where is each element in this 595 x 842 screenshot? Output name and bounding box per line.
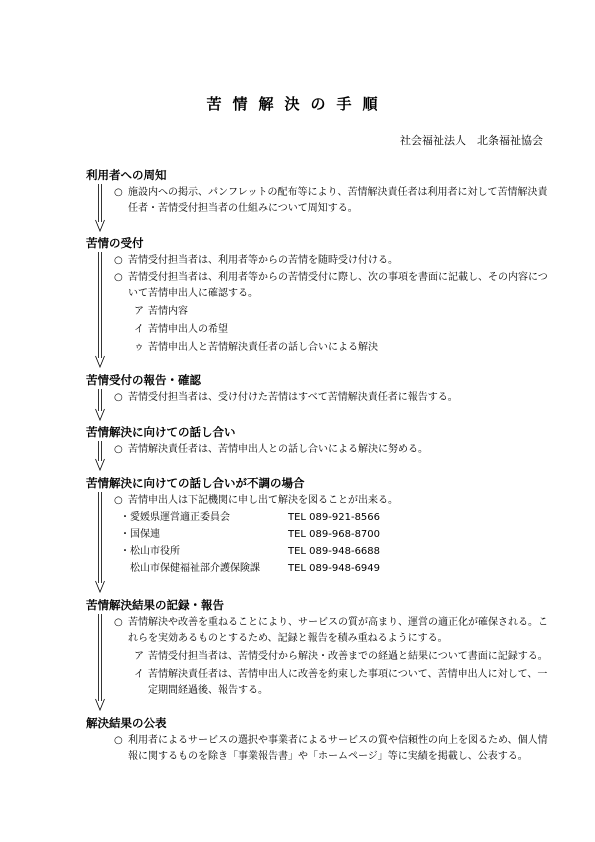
sub-item (86, 649, 556, 665)
circle-bullet: ○ (114, 617, 123, 628)
circle-bullet: ○ (114, 187, 123, 198)
contact-row (86, 527, 556, 543)
circle-bullet: ○ (114, 495, 123, 506)
section-heading: 苦情の受付 (86, 236, 144, 250)
list-item (86, 270, 556, 302)
sub-item (86, 322, 556, 338)
section-record-report (86, 596, 556, 699)
list-item (86, 615, 556, 647)
circle-bullet: ○ (114, 392, 123, 403)
section-publication (86, 714, 556, 765)
dot-bullet: ・ (120, 529, 130, 540)
list-item (86, 733, 556, 765)
list-item (86, 185, 556, 217)
contact-row (86, 561, 556, 577)
section-heading: 利用者への周知 (86, 168, 167, 182)
sub-item-text: 苦情解決責任者は、苦情申出人に改善を約束した事項について、苦情申出人に対して、一定期間経過後、報告する。 (148, 669, 548, 696)
contact-row (86, 510, 556, 526)
sub-item-text: 苦情申出人の希望 (148, 324, 228, 335)
section-discussion (86, 423, 556, 458)
contact-name: 松山市保健福祉部介護保険課 (130, 563, 260, 574)
sub-item-marker: イ (134, 324, 144, 335)
section-public-notice (86, 166, 556, 217)
section-heading: 苦情受付の報告・確認 (86, 373, 201, 387)
item-text: 施設内への掲示、パンフレットの配布等により、苦情解決責任者は利用者に対して苦情解決責任者・苦情受付担当者の仕組みについて周知する。 (128, 187, 548, 214)
sub-item (86, 667, 556, 699)
circle-bullet: ○ (114, 735, 123, 746)
sub-item-text: 苦情申出人と苦情解決責任者の話し合いによる解決 (148, 342, 378, 353)
circle-bullet: ○ (114, 272, 123, 283)
item-text: 苦情受付担当者は、利用者等からの苦情受付に際し、次の事項を書面に記載し、その内容について苦情申出人に確認する。 (128, 272, 548, 299)
sub-item-text: 苦情内容 (148, 306, 188, 317)
sub-item-text: 苦情受付担当者は、苦情受付から解決・改善までの経過と結果について書面に記録する。 (148, 651, 548, 662)
section-intake-report (86, 371, 556, 406)
item-text: 苦情受付担当者は、利用者等からの苦情を随時受け付ける。 (128, 255, 398, 266)
item-text: 苦情申出人は下記機関に申し出て解決を図ることが出来る。 (128, 495, 398, 506)
contact-name: 愛媛県運営適正委員会 (130, 512, 230, 523)
contact-phone: TEL 089-921-8566 (288, 512, 381, 523)
contact-name: 国保連 (130, 529, 160, 540)
down-arrow-icon (95, 441, 105, 471)
item-text: 苦情解決や改善を重ねることにより、サービスの質が高まり、運営の適正化が確保される。これらを実効あるものとするため、記録と報告を積み重ねるようにする。 (128, 617, 548, 644)
dot-bullet: ・ (120, 512, 130, 523)
sub-item-marker: ア (134, 306, 144, 317)
section-heading: 苦情解決結果の記録・報告 (86, 598, 224, 612)
contact-phone: TEL 089-968-8700 (288, 529, 381, 540)
section-complaint-intake (86, 234, 556, 356)
sub-item-marker: ア (134, 651, 144, 662)
list-item (86, 390, 556, 406)
contact-name: 松山市役所 (130, 546, 180, 557)
circle-bullet: ○ (114, 444, 123, 455)
item-text: 苦情解決責任者は、苦情申出人との話し合いによる解決に努める。 (128, 444, 428, 455)
circle-bullet: ○ (114, 255, 123, 266)
contact-row (86, 544, 556, 560)
list-item (86, 493, 556, 509)
item-text: 苦情受付担当者は、受け付けた苦情はすべて苦情解決責任者に報告する。 (128, 392, 458, 403)
section-heading: 苦情解決に向けての話し合いが不調の場合 (86, 476, 305, 490)
down-arrow-icon (95, 614, 105, 711)
dot-bullet: ・ (120, 546, 130, 557)
sub-item (86, 340, 556, 356)
organization-name: 社会福祉法人 北条福祉協会 (400, 134, 543, 147)
section-unresolved (86, 474, 556, 577)
sub-item (86, 304, 556, 320)
down-arrow-icon (95, 184, 105, 232)
list-item (86, 253, 556, 269)
sub-item-marker: イ (134, 669, 144, 680)
sub-item-marker: ゥ (134, 342, 144, 353)
list-item (86, 442, 556, 458)
section-heading: 苦情解決に向けての話し合い (86, 425, 236, 439)
item-text: 利用者によるサービスの選択や事業者によるサービスの質や信頼性の向上を図るため、個人情報に関するものを除き「事業報告書」や「ホームページ」等に実績を掲載し、公表する。 (128, 735, 548, 762)
contact-phone: TEL 089-948-6688 (288, 546, 381, 557)
contact-phone: TEL 089-948-6949 (288, 563, 381, 574)
down-arrow-icon (95, 389, 105, 421)
down-arrow-icon (95, 252, 105, 368)
down-arrow-icon (95, 492, 105, 593)
section-heading: 解決結果の公表 (86, 716, 167, 730)
page-title: 苦情解決の手順 (206, 95, 389, 113)
